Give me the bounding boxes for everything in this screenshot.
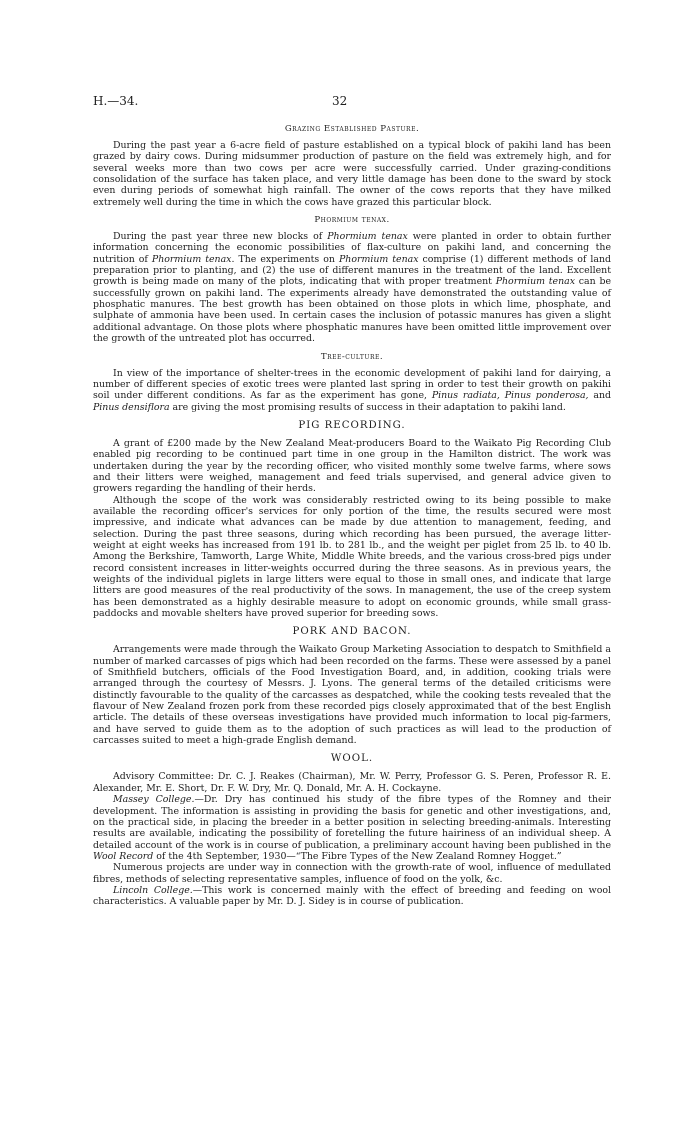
phormium-paragraph: During the past year three new blocks of Phormium tenax were planted in order to obtain further information concerning the economic possibilities of flax-culture on pakihi land, and concerning the nutrition of Phormium tenax. The experiments on Phormium tenax comprise (1) different methods of land preparation prior to planting, and (2) the use of different manures in the treatment of the land. Excellent growth is being made on many of the plots, indicating that with proper treatment Phormium tenax can be successfully grown on pakihi land. The experiments already have demonstrated the outstanding value of phosphatic manures. The best growth has been obtained on those plots in which lime, phosphate, and sulphate of ammonia have been used. In certain cases the inclusion of potassic manures has given a slight additional advantage. On those plots where phosphatic manures have been omitted little improvement over the growth of the untreated plot has occurred. [93,231,612,345]
section-heading-grazing: Grazing Established Pasture. [284,124,420,134]
page-content [93,124,611,908]
wool-massey-paragraph: Massey College.—Dr. Dry has continued his study of the fibre types of the Romney and their development. The information is assisting in providing the basis for genetic and other investigations, and, on the practical side, in placing the breeder in a better position in selecting breeding-animals. Interesting results are available, indicating the possibility of foretelling the future hairiness of an individual sheep. A detailed account of the work is in course of publication, a preliminary account having been published in the Wool Record of the 4th September, 1930—“The Fibre Types of the New Zealand Romney Hogget.” [93,794,611,862]
pork-and-bacon-paragraph: Arrangements were made through the Waikato Group Marketing Association to despatch to Smithfield a number of marked carcasses of pigs which had been recorded on the farms. These were assessed by a panel of Smithfield butchers, officials of the Food Investigation Board, and, in addition, cooking trials were arranged through the courtesy of Messrs. J. Lyons. The general terms of the detailed criticisms were distinctly favourable to the quality of the carcasses as despatched, while the cooking tests revealed that the flavour of New Zealand frozen pork from these recorded pigs closely approximated that of the best English article. The details of these overseas investigations have provided much information to local pig-farmers, and have served to guide them as to the adoption of such practices as will lead to the production of carcasses suited to meet a high-grade English demand. [93,644,611,747]
section-heading-tree-culture: Tree-culture. [320,351,384,362]
section-heading-phormium: Phormium tenax. [314,215,390,226]
section-heading-wool: WOOL. [330,753,374,765]
wool-projects-paragraph: Numerous projects are under way in connection with the growth-rate of wool, influence of medullated fibres, methods of selecting representative samples, influence of food on the yolk, &c. [93,862,611,885]
tree-culture-paragraph: In view of the importance of shelter-trees in the economic development of pakihi land for dairying, a number of different species of exotic trees were planted last spring in order to test their growth on pakihi soil under different conditions. As far as the experiment has gone, Pinus radiata, Pinus ponderosa, and Pinus densiflora are giving the most promising results of success in their adaptation to pakihi land. [93,367,612,413]
wool-committee-paragraph: Advisory Committee: Dr. C. J. Reakes (Chairman), Mr. W. Perry, Professor G. S. Peren, Professor R. E. Alexander, Mr. E. Short, Dr. F. W. Dry, Mr. Q. Donald, Mr. A. H. Cockayne. [93,771,611,794]
section-heading-pork-and-bacon: PORK AND BACON. [292,626,412,638]
page-header [93,94,640,110]
wool-lincoln-paragraph: Lincoln College.—This work is concerned mainly with the effect of breeding and feeding on wool characteristics. A valuable paper by Mr. D. J. Sidey is in course of publication. [93,884,611,908]
section-heading-pig-recording: PIG RECORDING. [298,419,406,431]
grazing-paragraph: During the past year a 6-acre field of pasture established on a typical block of pakihi land has been grazed by dairy cows. During midsummer production of pasture on the field was extremely high, and for several weeks more than two cows per acre were successfully carried. Under grazing-conditions consolidation of the surface has taken place, and very little damage has been done to the sward by stock even during periods of somewhat high rainfall. The owner of the cows reports that they have milked extremely well during the time in which the cows have grazed this particular block. [93,140,611,208]
report-reference: H.—34. [93,94,139,108]
pig-recording-paragraph-2: Although the scope of the work was considerably restricted owing to its being possible to make available the recording officer's services for only portion of the time, the results secured were most impressive, and indicate what advances can be made by due attention to management, feeding, and selection. During the past three seasons, during which recording has been pursued, the average litter-weight at eight weeks has increased from 191 lb. to 281 lb., and the weight per piglet from 25 lb. to 40 lb. Among the Berkshire, Tamworth, Large White, Middle White breeds, and the various cross-bred pigs under record consistent increases in litter-weights occurred during the three seasons. As in previous years, the weights of the individual piglets in large litters were equal to those in small ones, and indicate that large litters are good measures of the real productivity of the sows. In management, the use of the creep system has been demonstrated as a highly desirable measure to adopt on economic grounds, while small grass-paddocks and movable shelters have proved superior for breeding sows. [93,494,611,620]
pig-recording-paragraph-1: A grant of £200 made by the New Zealand Meat-producers Board to the Waikato Pig Recording Club enabled pig recording to be continued part time in one group in the Hamilton district. The work was undertaken during the year by the recording officer, who visited monthly some twelve farms, where sows and their litters were weighed, management and feed trials supervised, and general advice given to growers regarding the handling of their herds. [93,437,611,495]
page-number: 32 [332,94,348,108]
